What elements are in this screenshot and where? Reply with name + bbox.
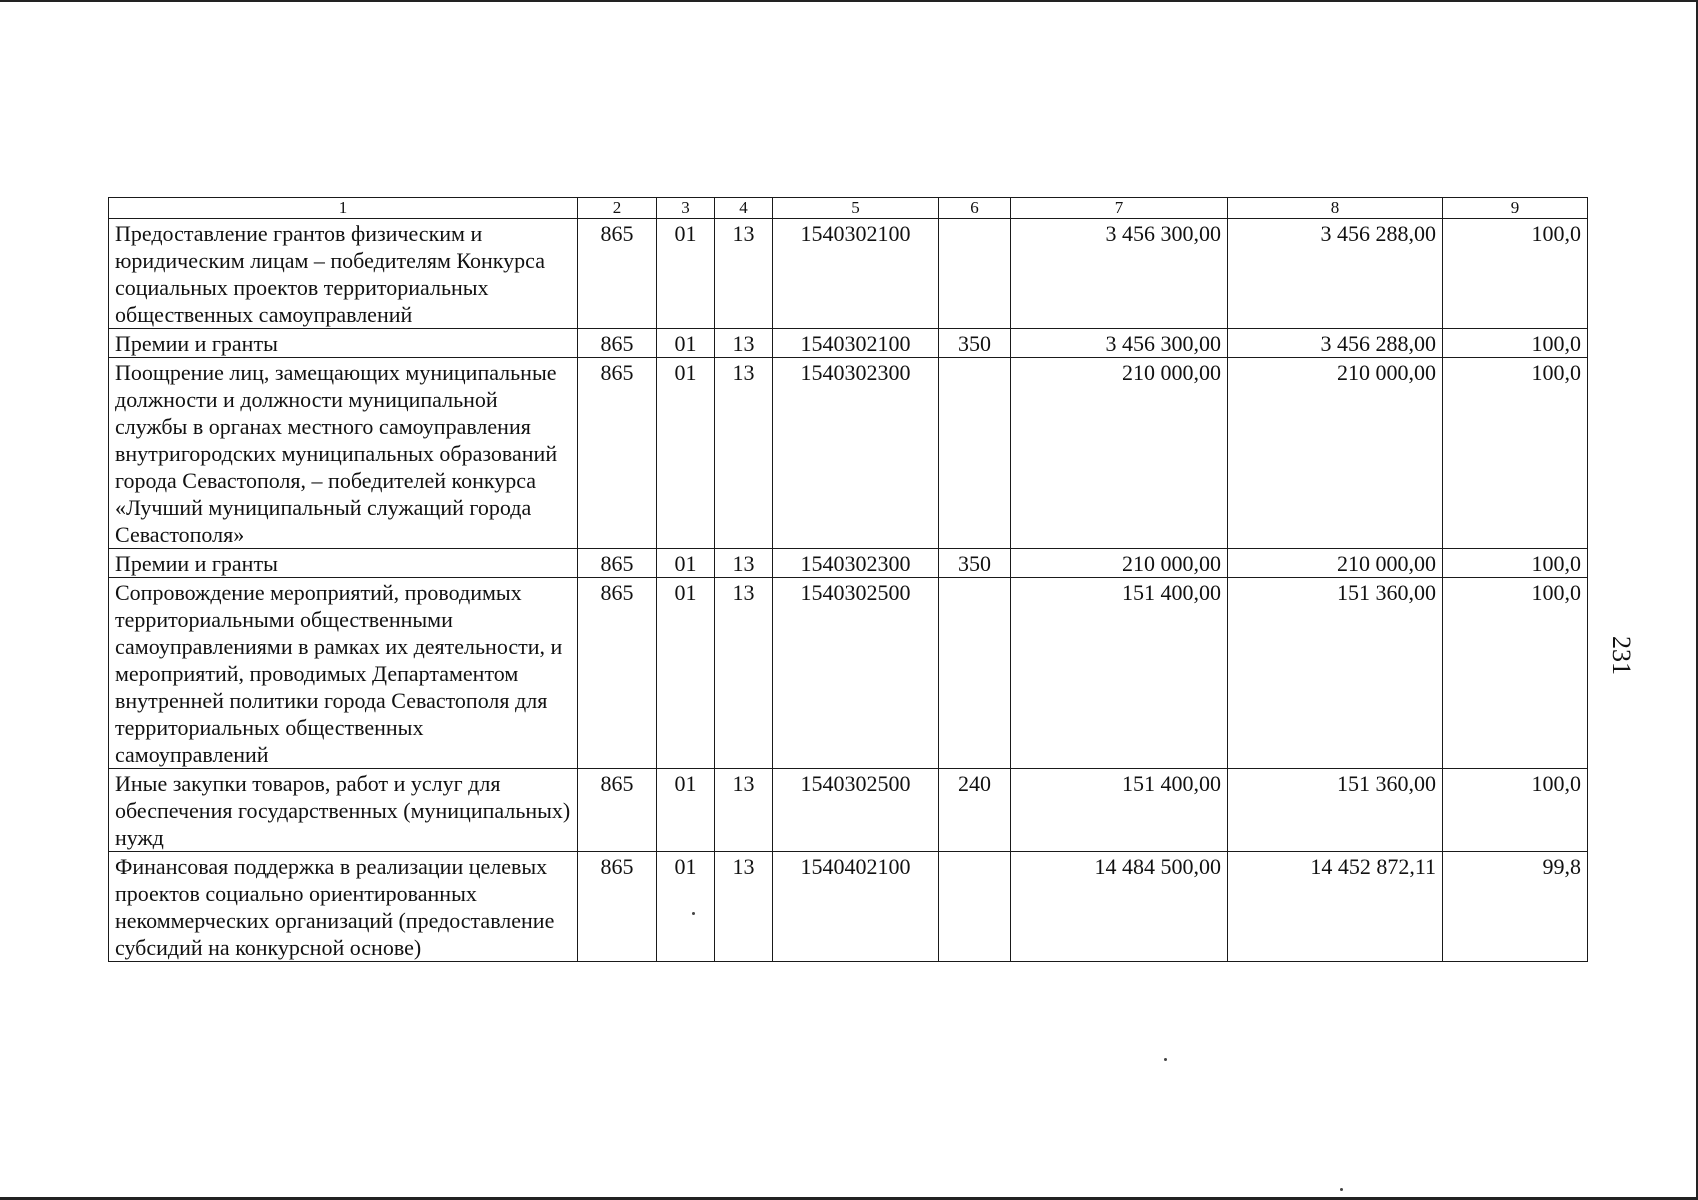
budget-execution-table — [108, 197, 1588, 962]
executed-amount-cell: 14 452 872,11 — [1228, 852, 1443, 962]
execution-percent-cell: 100,0 — [1443, 219, 1588, 329]
row-name-cell: Премии и гранты — [109, 329, 578, 358]
department-code-cell: 865 — [578, 549, 657, 578]
section-code-cell: 01 — [657, 219, 715, 329]
expense-type-cell: 350 — [939, 549, 1011, 578]
row-name-cell: Иные закупки товаров, работ и услуг для обеспечения государственных (муниципальных) нужд — [109, 769, 578, 852]
execution-percent-cell: 100,0 — [1443, 329, 1588, 358]
department-code-cell: 865 — [578, 769, 657, 852]
subsection-code-cell: 13 — [715, 219, 773, 329]
section-code-cell: 01 — [657, 329, 715, 358]
expense-type-cell: 240 — [939, 769, 1011, 852]
execution-percent-cell: 100,0 — [1443, 578, 1588, 769]
section-code-cell: 01 — [657, 769, 715, 852]
row-name-cell: Сопровождение мероприятий, проводимых территориальными общественными самоуправлениями в рамках их деятельности, и мероприятий, проводимых Департаментом внутренней политики города Севастополя для территориальных общественных самоуправлений — [109, 578, 578, 769]
subsection-code-cell: 13 — [715, 769, 773, 852]
table-row — [109, 578, 1588, 769]
column-number-3: 3 — [657, 198, 715, 219]
scan-border-top — [0, 0, 1698, 2]
scan-speck — [1164, 1058, 1167, 1061]
subsection-code-cell: 13 — [715, 329, 773, 358]
column-number-7: 7 — [1011, 198, 1228, 219]
department-code-cell: 865 — [578, 578, 657, 769]
row-name-cell: Предоставление грантов физическим и юридическим лицам – победителям Конкурса социальных проектов территориальных общественных самоуправлений — [109, 219, 578, 329]
column-number-4: 4 — [715, 198, 773, 219]
section-code-cell: 01 — [657, 578, 715, 769]
target-article-cell: 1540302300 — [773, 358, 939, 549]
planned-amount-cell: 3 456 300,00 — [1011, 329, 1228, 358]
row-name-cell: Премии и гранты — [109, 549, 578, 578]
planned-amount-cell: 151 400,00 — [1011, 578, 1228, 769]
subsection-code-cell: 13 — [715, 549, 773, 578]
target-article-cell: 1540402100 — [773, 852, 939, 962]
column-number-2: 2 — [578, 198, 657, 219]
scan-speck — [692, 912, 695, 915]
executed-amount-cell: 3 456 288,00 — [1228, 329, 1443, 358]
planned-amount-cell: 14 484 500,00 — [1011, 852, 1228, 962]
subsection-code-cell: 13 — [715, 578, 773, 769]
expense-type-cell — [939, 852, 1011, 962]
section-code-cell: 01 — [657, 852, 715, 962]
table-row — [109, 549, 1588, 578]
section-code-cell: 01 — [657, 358, 715, 549]
expense-type-cell — [939, 219, 1011, 329]
subsection-code-cell: 13 — [715, 852, 773, 962]
expense-type-cell — [939, 358, 1011, 549]
column-number-8: 8 — [1228, 198, 1443, 219]
table-row — [109, 329, 1588, 358]
execution-percent-cell: 100,0 — [1443, 358, 1588, 549]
table-row — [109, 219, 1588, 329]
table-row — [109, 852, 1588, 962]
target-article-cell: 1540302300 — [773, 549, 939, 578]
scan-speck — [1340, 1188, 1343, 1191]
target-article-cell: 1540302100 — [773, 219, 939, 329]
executed-amount-cell: 210 000,00 — [1228, 549, 1443, 578]
executed-amount-cell: 3 456 288,00 — [1228, 219, 1443, 329]
target-article-cell: 1540302500 — [773, 769, 939, 852]
column-number-5: 5 — [773, 198, 939, 219]
execution-percent-cell: 100,0 — [1443, 549, 1588, 578]
department-code-cell: 865 — [578, 329, 657, 358]
page-number: 231 — [1607, 636, 1636, 675]
expense-type-cell — [939, 578, 1011, 769]
table-row — [109, 358, 1588, 549]
subsection-code-cell: 13 — [715, 358, 773, 549]
row-name-cell: Поощрение лиц, замещающих муниципальные должности и должности муниципальной службы в органах местного самоуправления внутригородских муниципальных образований города Севастополя, – победителей конкурса «Лучший муниципальный служащий города Севастополя» — [109, 358, 578, 549]
execution-percent-cell: 100,0 — [1443, 769, 1588, 852]
section-code-cell: 01 — [657, 549, 715, 578]
planned-amount-cell: 210 000,00 — [1011, 358, 1228, 549]
row-name-cell: Финансовая поддержка в реализации целевых проектов социально ориентированных некоммерческих организаций (предоставление субсидий на конкурсной основе) — [109, 852, 578, 962]
target-article-cell: 1540302500 — [773, 578, 939, 769]
executed-amount-cell: 151 360,00 — [1228, 578, 1443, 769]
executed-amount-cell: 151 360,00 — [1228, 769, 1443, 852]
target-article-cell: 1540302100 — [773, 329, 939, 358]
column-number-1: 1 — [109, 198, 578, 219]
table-header-row — [109, 198, 1588, 219]
planned-amount-cell: 3 456 300,00 — [1011, 219, 1228, 329]
column-number-9: 9 — [1443, 198, 1588, 219]
execution-percent-cell: 99,8 — [1443, 852, 1588, 962]
department-code-cell: 865 — [578, 358, 657, 549]
table-row — [109, 769, 1588, 852]
executed-amount-cell: 210 000,00 — [1228, 358, 1443, 549]
planned-amount-cell: 151 400,00 — [1011, 769, 1228, 852]
planned-amount-cell: 210 000,00 — [1011, 549, 1228, 578]
department-code-cell: 865 — [578, 852, 657, 962]
expense-type-cell: 350 — [939, 329, 1011, 358]
column-number-6: 6 — [939, 198, 1011, 219]
department-code-cell: 865 — [578, 219, 657, 329]
